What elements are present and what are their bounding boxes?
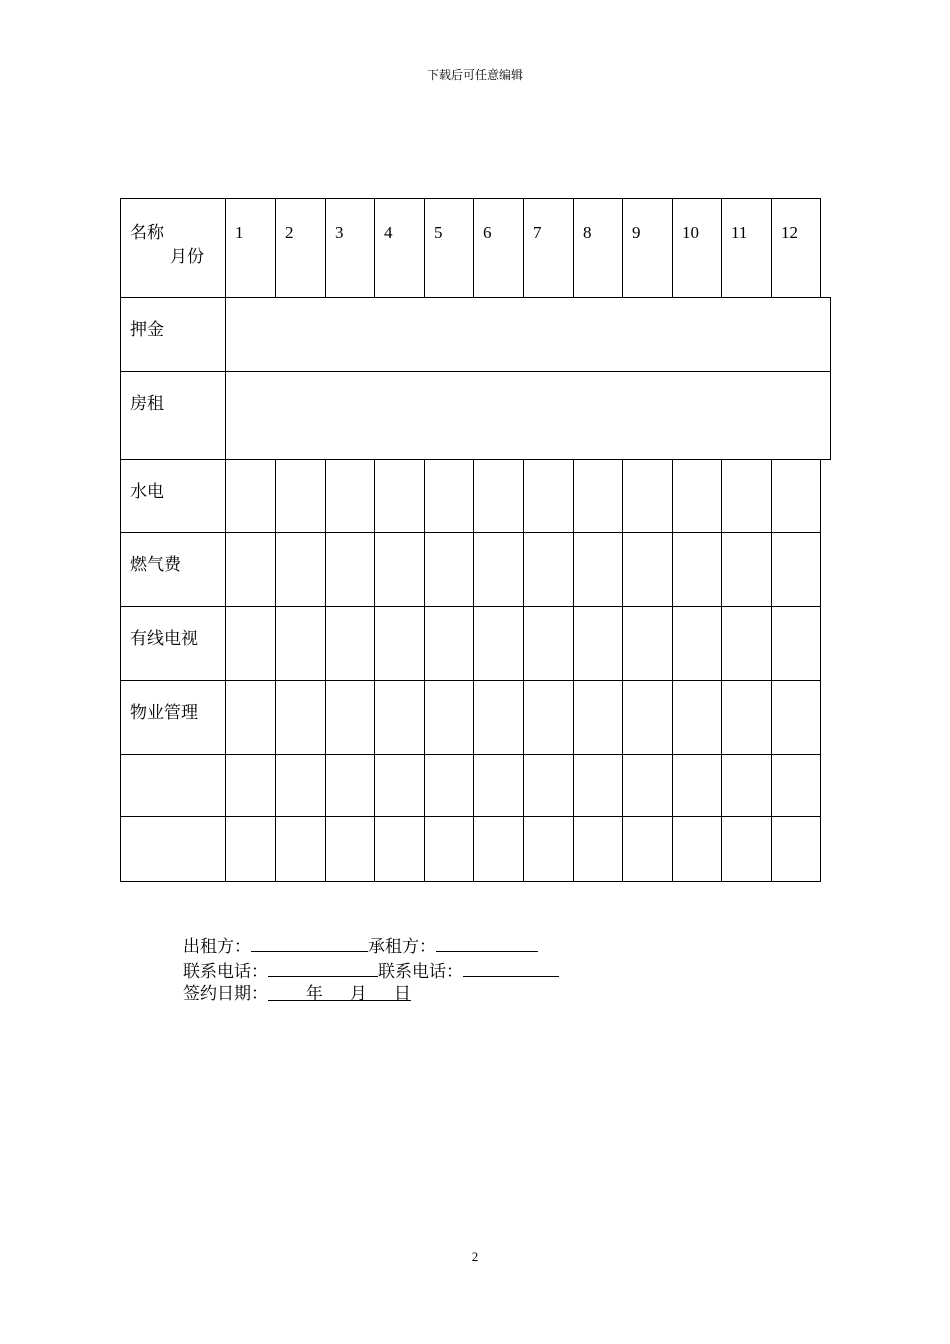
- month-header-cell: [225, 198, 275, 297]
- entry-cell[interactable]: [672, 459, 721, 532]
- entry-cell[interactable]: [424, 459, 473, 532]
- table-border-v: [820, 459, 821, 882]
- entry-cell[interactable]: [374, 606, 424, 680]
- table-border-v: [771, 459, 772, 882]
- entry-cell[interactable]: [424, 754, 473, 816]
- table-border-v: [721, 459, 722, 882]
- table-border-h: [120, 297, 831, 298]
- entry-cell[interactable]: [721, 816, 771, 881]
- table-border-v: [424, 459, 425, 882]
- table-border-v: [424, 198, 425, 297]
- table-border-v: [771, 198, 772, 297]
- entry-cell[interactable]: [225, 459, 275, 532]
- table-border-v: [473, 459, 474, 882]
- entry-cell[interactable]: [473, 532, 523, 606]
- entry-cell[interactable]: [573, 680, 622, 754]
- lessee-phone-label: 联系电话：: [378, 962, 463, 982]
- entry-cell[interactable]: [225, 680, 275, 754]
- entry-cell[interactable]: [325, 680, 374, 754]
- entry-cell[interactable]: [523, 459, 573, 532]
- entry-cell[interactable]: [275, 680, 325, 754]
- entry-cell[interactable]: [573, 754, 622, 816]
- entry-cell[interactable]: [672, 754, 721, 816]
- month-number: 2: [285, 223, 294, 242]
- table-border-v: [120, 198, 121, 882]
- entry-cell[interactable]: [325, 606, 374, 680]
- month-header-cell: [374, 198, 424, 297]
- lessee-blank[interactable]: [436, 932, 538, 952]
- entry-cell[interactable]: [523, 754, 573, 816]
- entry-cell[interactable]: [473, 816, 523, 881]
- row-label-cell: [120, 754, 225, 816]
- signature-line-date: [183, 982, 559, 1007]
- entry-cell[interactable]: [523, 816, 573, 881]
- lessee-label: 承租方：: [368, 937, 436, 957]
- row-label-cell: [120, 532, 225, 606]
- month-number: 9: [632, 223, 641, 242]
- entry-cell[interactable]: [771, 459, 820, 532]
- table-border-h: [120, 459, 831, 460]
- entry-cell[interactable]: [721, 680, 771, 754]
- month-number: 11: [731, 223, 748, 242]
- entry-cell[interactable]: [721, 459, 771, 532]
- entry-cell[interactable]: [225, 532, 275, 606]
- signature-line-phones: [183, 957, 559, 982]
- table-border-v: [325, 198, 326, 297]
- month-number: 12: [781, 223, 798, 242]
- header-corner-cell: [120, 198, 225, 297]
- entry-cell[interactable]: [325, 754, 374, 816]
- table-border-v: [275, 459, 276, 882]
- signature-block: [183, 932, 559, 1007]
- entry-cell[interactable]: [573, 459, 622, 532]
- entry-cell[interactable]: [275, 816, 325, 881]
- lessor-phone-blank[interactable]: [268, 957, 378, 977]
- entry-cell[interactable]: [473, 459, 523, 532]
- entry-cell[interactable]: [672, 816, 721, 881]
- table-border-v: [820, 198, 821, 297]
- entry-cell[interactable]: [771, 816, 820, 881]
- entry-cell[interactable]: [573, 816, 622, 881]
- table-border-v: [325, 459, 326, 882]
- month-header-cell: [721, 198, 771, 297]
- entry-cell[interactable]: [622, 459, 672, 532]
- entry-cell[interactable]: [771, 754, 820, 816]
- header-note: 下载后可任意编辑: [426, 68, 523, 82]
- row-label-cell: [120, 371, 225, 459]
- lessee-phone-blank[interactable]: [463, 957, 559, 977]
- lessor-blank[interactable]: [251, 932, 368, 952]
- table-border-v: [374, 459, 375, 882]
- entry-cell[interactable]: [771, 532, 820, 606]
- entry-cell[interactable]: [523, 680, 573, 754]
- entry-cell[interactable]: [473, 606, 523, 680]
- month-header-cell: [622, 198, 672, 297]
- entry-cell[interactable]: [573, 532, 622, 606]
- table-border-v: [721, 198, 722, 297]
- month-header-cell: [325, 198, 374, 297]
- entry-cell[interactable]: [573, 606, 622, 680]
- table-border-v: [672, 198, 673, 297]
- month-header-cell: [771, 198, 820, 297]
- table-border-v: [622, 459, 623, 882]
- entry-cell[interactable]: [225, 816, 275, 881]
- entry-cell[interactable]: [721, 532, 771, 606]
- month-number: 4: [384, 223, 393, 242]
- fee-table: [120, 198, 831, 882]
- date-fields[interactable]: [268, 984, 411, 1004]
- table-border-v: [523, 198, 524, 297]
- entry-cell[interactable]: [424, 606, 473, 680]
- month-number: 3: [335, 223, 344, 242]
- page-number: 2: [471, 1249, 479, 1264]
- signature-line-parties: [183, 932, 559, 957]
- entry-cell[interactable]: [672, 606, 721, 680]
- day-label: 日: [393, 984, 411, 1004]
- entry-cell[interactable]: [225, 606, 275, 680]
- entry-cell[interactable]: [374, 532, 424, 606]
- month-header-cell: [275, 198, 325, 297]
- table-border-v: [374, 198, 375, 297]
- row-label-cell: [120, 297, 225, 371]
- month-header-cell: [672, 198, 721, 297]
- table-border-v: [523, 459, 524, 882]
- merged-entry-cell[interactable]: [225, 371, 830, 459]
- corner-month-label: 月份: [170, 247, 204, 267]
- row-label: 燃气费: [130, 555, 181, 575]
- entry-cell[interactable]: [473, 754, 523, 816]
- row-label-cell: [120, 816, 225, 881]
- month-header-cell: [424, 198, 473, 297]
- entry-cell[interactable]: [275, 606, 325, 680]
- month-header-cell: [523, 198, 573, 297]
- entry-cell[interactable]: [672, 532, 721, 606]
- entry-cell[interactable]: [275, 532, 325, 606]
- entry-cell[interactable]: [523, 606, 573, 680]
- row-label: 物业管理: [130, 703, 198, 723]
- entry-cell[interactable]: [771, 606, 820, 680]
- date-label: 签约日期：: [183, 984, 268, 1004]
- entry-cell[interactable]: [374, 816, 424, 881]
- entry-cell[interactable]: [473, 680, 523, 754]
- lessor-phone-label: 联系电话：: [183, 962, 268, 982]
- month-number: 5: [434, 223, 443, 242]
- row-label: 水电: [130, 482, 164, 502]
- month-header-cell: [573, 198, 622, 297]
- table-border-v: [573, 459, 574, 882]
- entry-cell[interactable]: [771, 680, 820, 754]
- row-label-cell: [120, 606, 225, 680]
- entry-cell[interactable]: [374, 680, 424, 754]
- entry-cell[interactable]: [622, 816, 672, 881]
- table-border-v: [830, 297, 831, 460]
- corner-name-label: 名称: [130, 223, 164, 243]
- month-header-cell: [473, 198, 523, 297]
- entry-cell[interactable]: [424, 680, 473, 754]
- table-border-v: [275, 198, 276, 297]
- entry-cell[interactable]: [622, 606, 672, 680]
- entry-cell[interactable]: [275, 754, 325, 816]
- entry-cell[interactable]: [325, 816, 374, 881]
- table-border-v: [225, 198, 226, 882]
- entry-cell[interactable]: [374, 459, 424, 532]
- month-number: 7: [533, 223, 542, 242]
- month-number: 10: [682, 223, 699, 242]
- table-border-v: [672, 459, 673, 882]
- year-label: 年: [305, 984, 323, 1004]
- row-label-cell: [120, 680, 225, 754]
- row-label: 押金: [130, 320, 164, 340]
- table-border-v: [473, 198, 474, 297]
- entry-cell[interactable]: [622, 532, 672, 606]
- merged-entry-cell[interactable]: [225, 297, 830, 371]
- entry-cell[interactable]: [622, 754, 672, 816]
- entry-cell[interactable]: [424, 532, 473, 606]
- table-border-v: [573, 198, 574, 297]
- entry-cell[interactable]: [672, 680, 721, 754]
- entry-cell[interactable]: [424, 816, 473, 881]
- month-label: 月: [349, 984, 367, 1004]
- month-number: 1: [235, 223, 244, 242]
- lessor-label: 出租方：: [183, 937, 251, 957]
- entry-cell[interactable]: [622, 680, 672, 754]
- entry-cell[interactable]: [523, 532, 573, 606]
- month-number: 6: [483, 223, 492, 242]
- entry-cell[interactable]: [325, 459, 374, 532]
- entry-cell[interactable]: [225, 754, 275, 816]
- row-label: 房租: [130, 394, 164, 414]
- entry-cell[interactable]: [374, 754, 424, 816]
- table-border-v: [622, 198, 623, 297]
- entry-cell[interactable]: [721, 606, 771, 680]
- row-label-cell: [120, 459, 225, 532]
- table-border-h: [120, 371, 831, 372]
- entry-cell[interactable]: [721, 754, 771, 816]
- entry-cell[interactable]: [275, 459, 325, 532]
- entry-cell[interactable]: [325, 532, 374, 606]
- row-label: 有线电视: [130, 629, 198, 649]
- month-number: 8: [583, 223, 592, 242]
